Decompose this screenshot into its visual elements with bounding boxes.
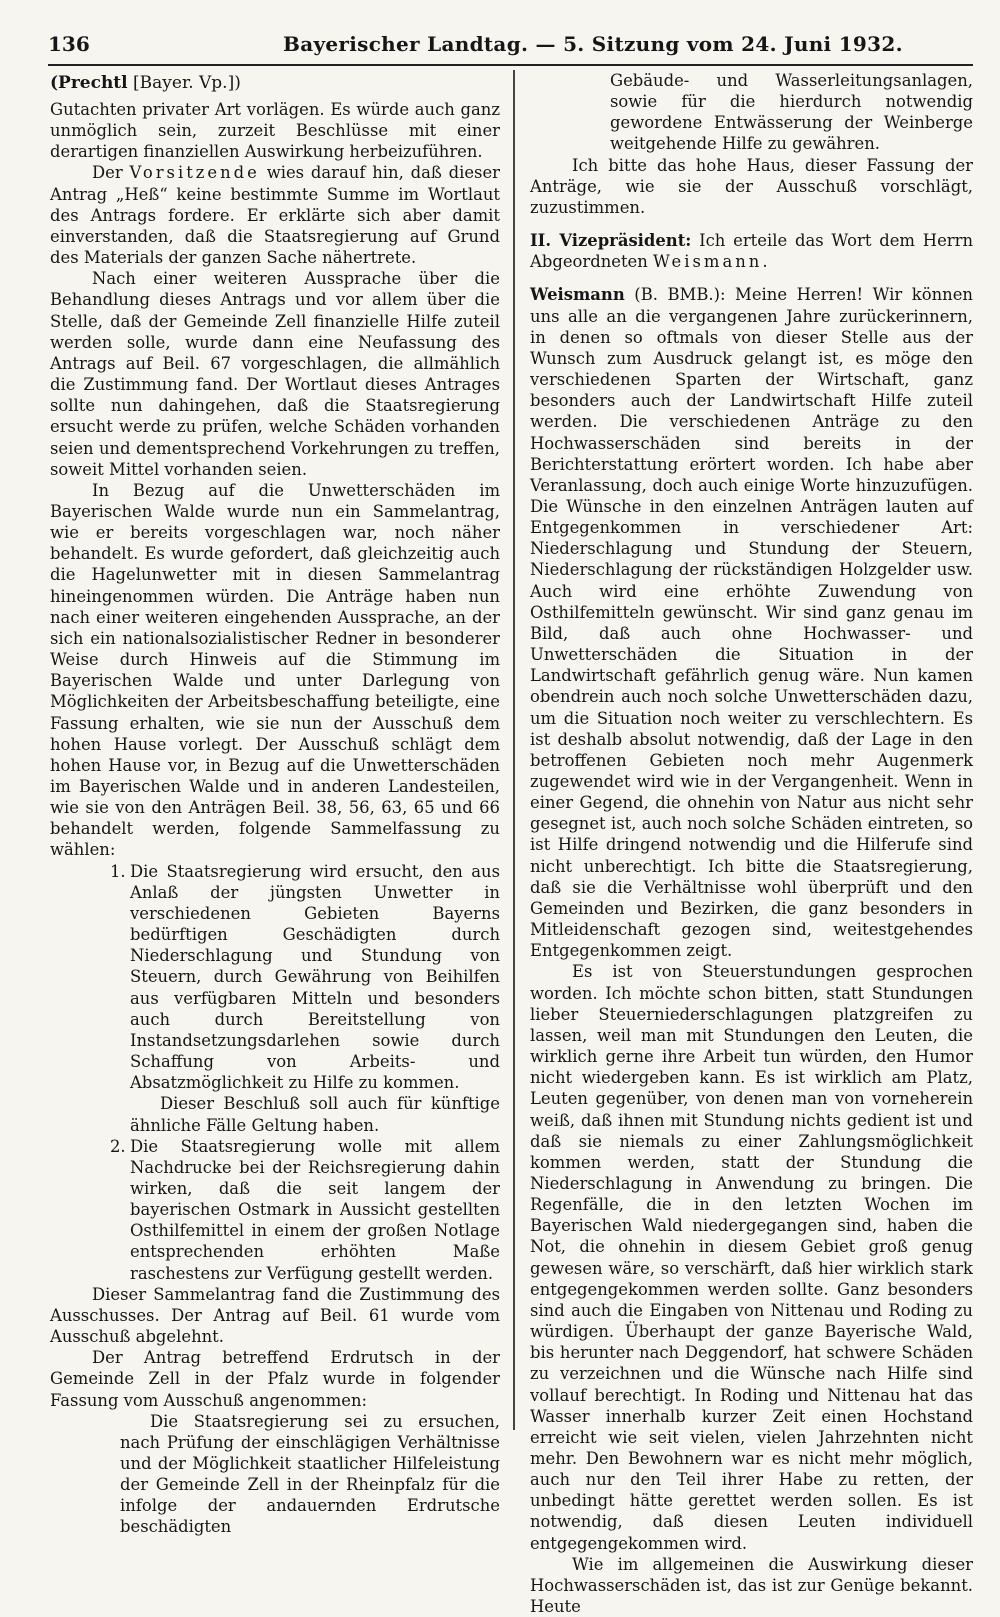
column-divider [513, 70, 515, 1430]
paragraph: In Bezug auf die Unwetterschäden im Bayerischen Walde wurde nun ein Sammelantrag, wie er bereits vorgeschlagen war, noch näher behandelt. Es wurde gefordert, daß gleichzeitig auch die Hagelunwetter mit in diesen Sammelantrag hineingenommen würden. Die Anträge haben nun nach einer weiteren eingehenden Aussprache, an der sich ein nationalsozialistischer Redner in besonderer Weise durch Hinweis auf die Stimmung im Bayerischen Walde und unter Darlegung von Möglichkeiten der Arbeitsbeschaffung beteiligte, eine Fassung erhalten, wie sie nun der Ausschuß dem hohen Hause vorlegt. Der Ausschuß schlägt dem hohen Hause vor, in Bezug auf die Unwetterschäden im Bayerischen Walde und in anderen Landesteilen, wie sie von den Anträgen Beil. 38, 56, 63, 65 und 66 behandelt werden, folgende Sammelfassung zu wählen: [50, 480, 500, 860]
chair-name: Vorsitzende [129, 163, 260, 183]
paragraph: Gutachten privater Art vorlägen. Es würde auch ganz unmöglich sein, zurzeit Beschlüsse mit einer derartigen finanziellen Auswirkung herbeizuführen. [50, 100, 500, 162]
list-item [110, 1136, 500, 1284]
speech-text: Meine Herren! Wir können uns alle an die vergangenen Jahre zurückerinnern, in denen so oftmals von dieser Stelle aus der Wunsch zum Ausdruck gelangt ist, es möge den verschiedenen Sparten der Wirtschaft, ganz besonders auch der Landwirtschaft Hilfe zuteil werden. Die verschiedenen Anträge zu den Hochwasserschäden sind bereits in der Berichterstattung erörtert worden. Ich habe aber Veranlassung, doch auch einige Worte hinzuzufügen. Die Wünsche in den einzelnen Anträgen lauten auf Entgegenkommen in verschiedener Art: Niederschlagung und Stundung der Steuern, Niederschlagung der rückständigen Holzgelder usw. Auch wird eine erhöhte Zuwendung von Osthilfemitteln gewünscht. Wir sind ganz genau im Bild, daß auch ohne Hochwasser- und Unwetterschäden die Situation in der Landwirtschaft gefährlich genug wäre. Nun kamen obendrein auch noch solche Unwetterschäden dazu, um die Situation noch weiter zu verschlechtern. Es ist deshalb absolut notwendig, daß der Lage in den betroffenen Gebieten noch mehr Augenmerk zugewendet wird wie in der Vergangenheit. Wenn in einer Gegend, die ohnehin von Natur aus nicht sehr gesegnet ist, auch noch solche Schäden eintreten, so ist Hilfe dringend notwendig und die Hilferufe sind nicht unberechtigt. Ich bitte die Staatsregierung, daß sie die Verhältnisse wohl überprüft und den Gemeinden und Bezirken, die ganz besonders in Mitleidenschaft gezogen sind, weitestgehendes Entgegenkommen zeigt. [530, 285, 973, 961]
list-item [110, 861, 500, 1136]
speaker-heading [50, 70, 500, 97]
quoted-resolution: Die Staatsregierung sei zu ersuchen, nach Prüfung der einschlägigen Verhältnisse und der Möglichkeit staatlicher Hilfeleistung der Gemeinde Zell in der Rheinpfalz für die infolge der andauernden Erdrutsche beschädigten [120, 1411, 500, 1537]
numbered-list [50, 861, 500, 1284]
vice-president-label: II. Vizepräsident: [530, 231, 692, 251]
paragraph: Ich bitte das hohe Haus, dieser Fassung der Anträge, wie sie der Ausschuß vorschlägt, zuzustimmen. [530, 155, 973, 217]
vice-president-remark [530, 230, 973, 272]
item-number: 2. [110, 1136, 126, 1156]
speaker-name: (Prechtl [50, 73, 128, 93]
page-number: 136 [48, 32, 90, 56]
paragraph: Der Antrag betreffend Erdrutsch in der Gemeinde Zell in der Pfalz wurde in folgender Fassung vom Ausschuß angenommen: [50, 1348, 500, 1410]
right-column [530, 70, 973, 1617]
paragraph-lead: Der [92, 163, 123, 183]
paragraph: Wie im allgemeinen die Auswirkung dieser Hochwasserschäden ist, das ist zur Genüge bekannt. Heute [530, 1554, 973, 1617]
vice-president-text: Ich erteile das Wort dem Herrn Abgeordneten [530, 231, 973, 272]
speaker-party: (B. BMB.): [634, 285, 726, 305]
called-speaker-name: Weismann. [653, 252, 771, 272]
paragraph: Dieser Sammelantrag fand die Zustimmung des Ausschusses. Der Antrag auf Beil. 61 wurde vom Ausschuß abgelehnt. [50, 1284, 500, 1347]
left-column [50, 70, 500, 1538]
item-text: Die Staatsregierung wolle mit allem Nachdrucke bei der Reichsregierung dahin wirken, daß die seit langem der bayerischen Ostmark in Aussicht gestellten Osthilfemittel in einem der großen Notlage entsprechenden erhöhten Maße raschestens zur Verfügung gestellt werden. [130, 1136, 500, 1283]
item-note: Dieser Beschluß soll auch für künftige ähnliche Fälle Geltung haben. [130, 1094, 500, 1135]
speaker-party: [Bayer. Vp.]) [133, 73, 241, 93]
paragraph [50, 162, 500, 268]
speech-opening [530, 284, 973, 961]
page-header [48, 30, 973, 58]
paragraph: Es ist von Steuerstundungen gesprochen worden. Ich möchte schon bitten, statt Stundungen lieber Steuerniederschlagungen platzgreifen zu lassen, weil man mit Stundungen den Leuten, die wirklich gerne ihre Arbeit tun würden, den Humor nicht wiedergeben kann. Es ist wirklich am Platz, Leuten gegenüber, von denen man von vorneherein weiß, daß ihnen mit Stundung nichts gedient ist und daß sie niemals zu einer Zahlungsmöglichkeit kommen werden, statt der Stundung die Niederschlagung in Anwendung zu bringen. Die Regenfälle, die in den letzten Wochen im Bayerischen Wald niedergegangen sind, haben die Not, die ohnehin in diesem Gebiet groß genug gewesen wäre, so verschärft, daß hier wirklich stark entgegengekommen werden sollte. Ganz besonders sind auch die Eingaben von Nittenau und Roding zu würdigen. Überhaupt der ganze Bayerische Wald, bis herunter nach Deggendorf, hat schwere Schäden zu verzeichnen und die Wünsche nach Hilfe sind vollauf berechtigt. In Roding und Nittenau hat das Wasser innerhalb kurzer Zeit einen Hochstand erreicht wie seit vielen, vielen Jahrzehnten nicht mehr. Den Bewohnern war es nicht mehr möglich, auch nur den Teil ihrer Habe zu retten, der unbedingt hätte gerettet werden sollen. Es ist notwendig, daß diesen Leuten individuell entgegengekommen wird. [530, 962, 973, 1553]
item-number: 1. [110, 861, 126, 881]
paragraph: Nach einer weiteren Aussprache über die Behandlung dieses Antrags und vor allem über die Stelle, daß der Gemeinde Zell finanzielle Hilfe zuteil werden solle, wurde dann eine Neufassung des Antrags auf Beil. 67 vorgeschlagen, die allmählich die Zustimmung fand. Der Wortlaut dieses Antrages sollte nun dahingehen, daß die Staatsregierung ersucht werde zu prüfen, welche Schäden vorhanden seien und dementsprechend Vorkehrungen zu treffen, soweit Mittel vorhanden seien. [50, 269, 500, 479]
header-rule [48, 64, 973, 66]
paragraph-text: wies darauf hin, daß dieser Antrag „Heß“ keine bestimmte Summe im Wortlaut des Antrags fordere. Er erklärte sich aber damit einverstanden, daß die Staatsregierung auf Grund des Materials der ganzen Sache nähertrete. [50, 163, 500, 268]
quoted-resolution-continued: Gebäude- und Wasserleitungsanlagen, sowie für die hierdurch notwendig gewordene Entwässerung der Weinberge weitgehende Hilfe zu gewähren. [610, 71, 973, 154]
item-text: Die Staatsregierung wird ersucht, den aus Anlaß der jüngsten Unwetter in verschiedenen Gebieten Bayerns bedürftigen Geschädigten durch Niederschlagung und Stundung von Steuern, durch Gewährung von Beihilfen aus verfügbaren Mitteln und besonders auch durch Bereitstellung von Instandsetzungsdarlehen sowie durch Schaffung von Arbeits- und Absatzmöglichkeit zu Hilfe zu kommen. [130, 861, 500, 1093]
speaker-name: Weismann [530, 285, 625, 305]
running-title: Bayerischer Landtag. — 5. Sitzung vom 24. Juni 1932. [283, 32, 903, 56]
spacer [530, 272, 973, 284]
spacer [530, 218, 973, 230]
